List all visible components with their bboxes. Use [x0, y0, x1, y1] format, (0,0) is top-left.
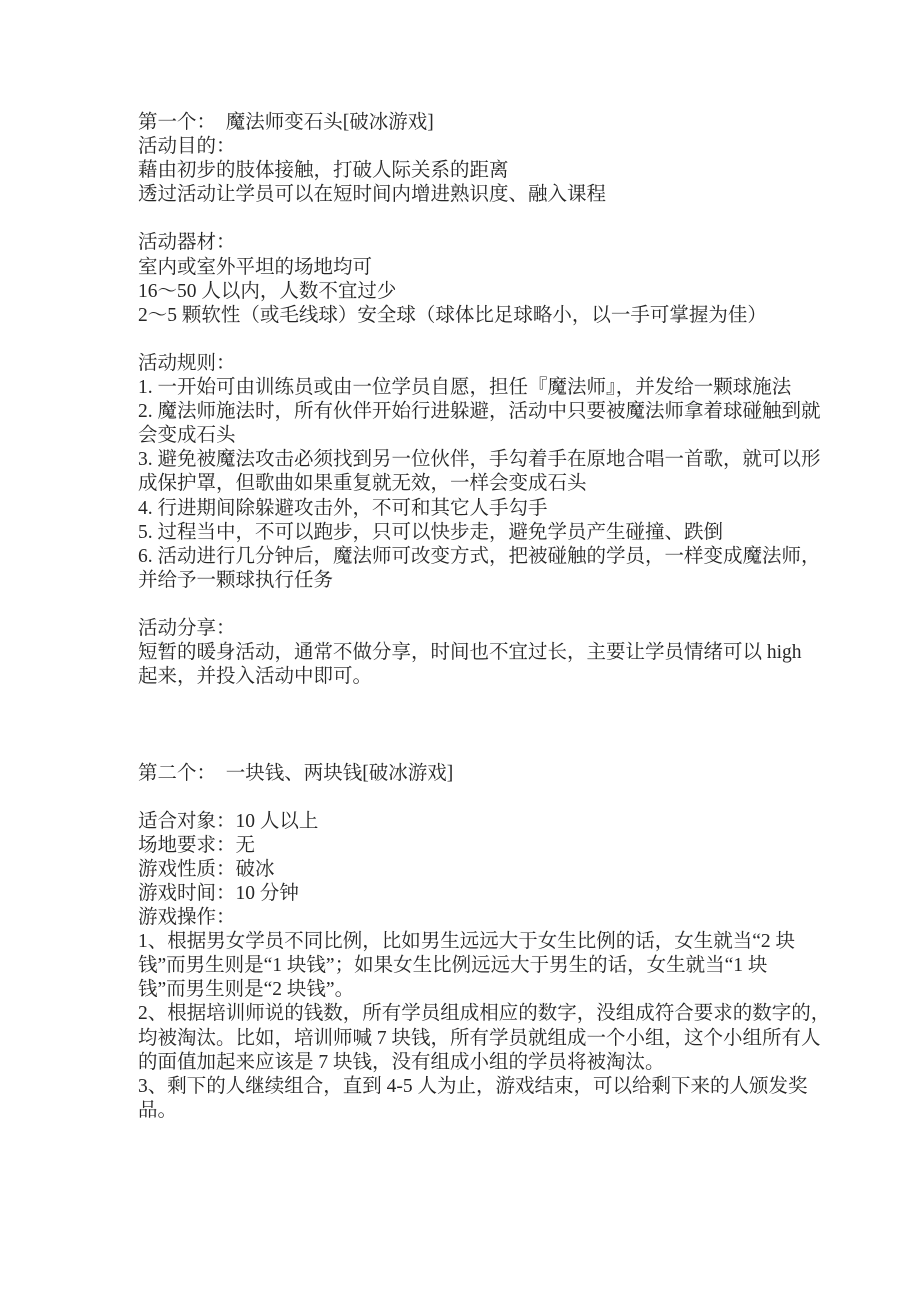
- text-line: 活动分享：: [138, 617, 236, 639]
- text-line: 2. 魔法师施法时，所有伙伴开始行进躲避，活动中只要被魔法师拿着球碰触到就: [138, 401, 821, 423]
- text-line: 室内或室外平坦的场地均可: [138, 256, 373, 278]
- text-line: 活动规则：: [138, 352, 236, 374]
- text-line: 2～5 颗软性（或毛线球）安全球（球体比足球略小，以一手可掌握为佳）: [138, 304, 767, 326]
- text-line: 3、剩下的人继续组合，直到 4-5 人为止，游戏结束，可以给剩下来的人颁发奖: [138, 1075, 808, 1097]
- text-line: 2、根据培训师说的钱数，所有学员组成相应的数字，没组成符合要求的数字的，: [138, 1003, 831, 1025]
- blank-line: [138, 593, 800, 617]
- blank-line: [138, 786, 800, 810]
- text-line: 会变成石头: [138, 425, 236, 447]
- text-line: 16～50 人以内，人数不宜过少: [138, 280, 397, 302]
- text-line: 场地要求：无: [138, 834, 256, 856]
- text-line: 4. 行进期间除躲避攻击外，不可和其它人手勾手: [138, 497, 548, 519]
- text-line: 适合对象：10 人以上: [138, 810, 319, 832]
- text-line: 均被淘汰。比如，培训师喊 7 块钱，所有学员就组成一个小组，这个小组所有人: [138, 1027, 821, 1049]
- text-line: 透过活动让学员可以在短时间内增进熟识度、融入课程: [138, 184, 607, 206]
- text-line: 活动器材：: [138, 232, 236, 254]
- text-line: 钱”而男生则是“2 块钱”。: [138, 979, 355, 1001]
- text-line: 第一个： 魔法师变石头[破冰游戏]: [138, 112, 434, 133]
- blank-line: [138, 689, 800, 713]
- text-line: 3. 避免被魔法攻击必须找到另一位伙伴，手勾着手在原地合唱一首歌，就可以形: [138, 449, 821, 471]
- text-line: 第二个： 一块钱、两块钱[破冰游戏]: [138, 762, 454, 784]
- text-line: 成保护罩，但歌曲如果重复就无效，一样会变成石头: [138, 473, 587, 495]
- text-line: 游戏操作：: [138, 907, 236, 929]
- text-line: 品。: [138, 1099, 178, 1121]
- text-line: 藉由初步的肢体接触，打破人际关系的距离: [138, 160, 509, 182]
- text-line: 活动目的：: [138, 136, 236, 158]
- text-line: 短暂的暖身活动，通常不做分享，时间也不宜过长，主要让学员情绪可以 high: [138, 642, 802, 664]
- text-line: 并给予一颗球执行任务: [138, 569, 334, 591]
- blank-line: [138, 737, 800, 761]
- blank-line: [138, 713, 800, 737]
- text-line: 6. 活动进行几分钟后，魔法师可改变方式，把被碰触的学员，一样变成魔法师，: [138, 545, 821, 567]
- text-line: 钱”而男生则是“1 块钱”；如果女生比例远远大于男生的话，女生就当“1 块: [138, 955, 768, 977]
- text-line: 起来，并投入活动中即可。: [138, 666, 373, 688]
- blank-line: [138, 207, 800, 231]
- text-line: 的面值加起来应该是 7 块钱，没有组成小组的学员将被淘汰。: [138, 1051, 665, 1073]
- text-line: 游戏性质：破冰: [138, 858, 275, 880]
- text-line: 1、根据男女学员不同比例，比如男生远远大于女生比例的话，女生就当“2 块: [138, 931, 796, 953]
- text-line: 1. 一开始可由训练员或由一位学员自愿，担任『魔法师』，并发给一颗球施法: [138, 377, 792, 399]
- blank-line: [138, 328, 800, 352]
- text-line: 5. 过程当中，不可以跑步，只可以快步走，避免学员产生碰撞、跌倒: [138, 521, 724, 543]
- text-line: 游戏时间：10 分钟: [138, 883, 299, 904]
